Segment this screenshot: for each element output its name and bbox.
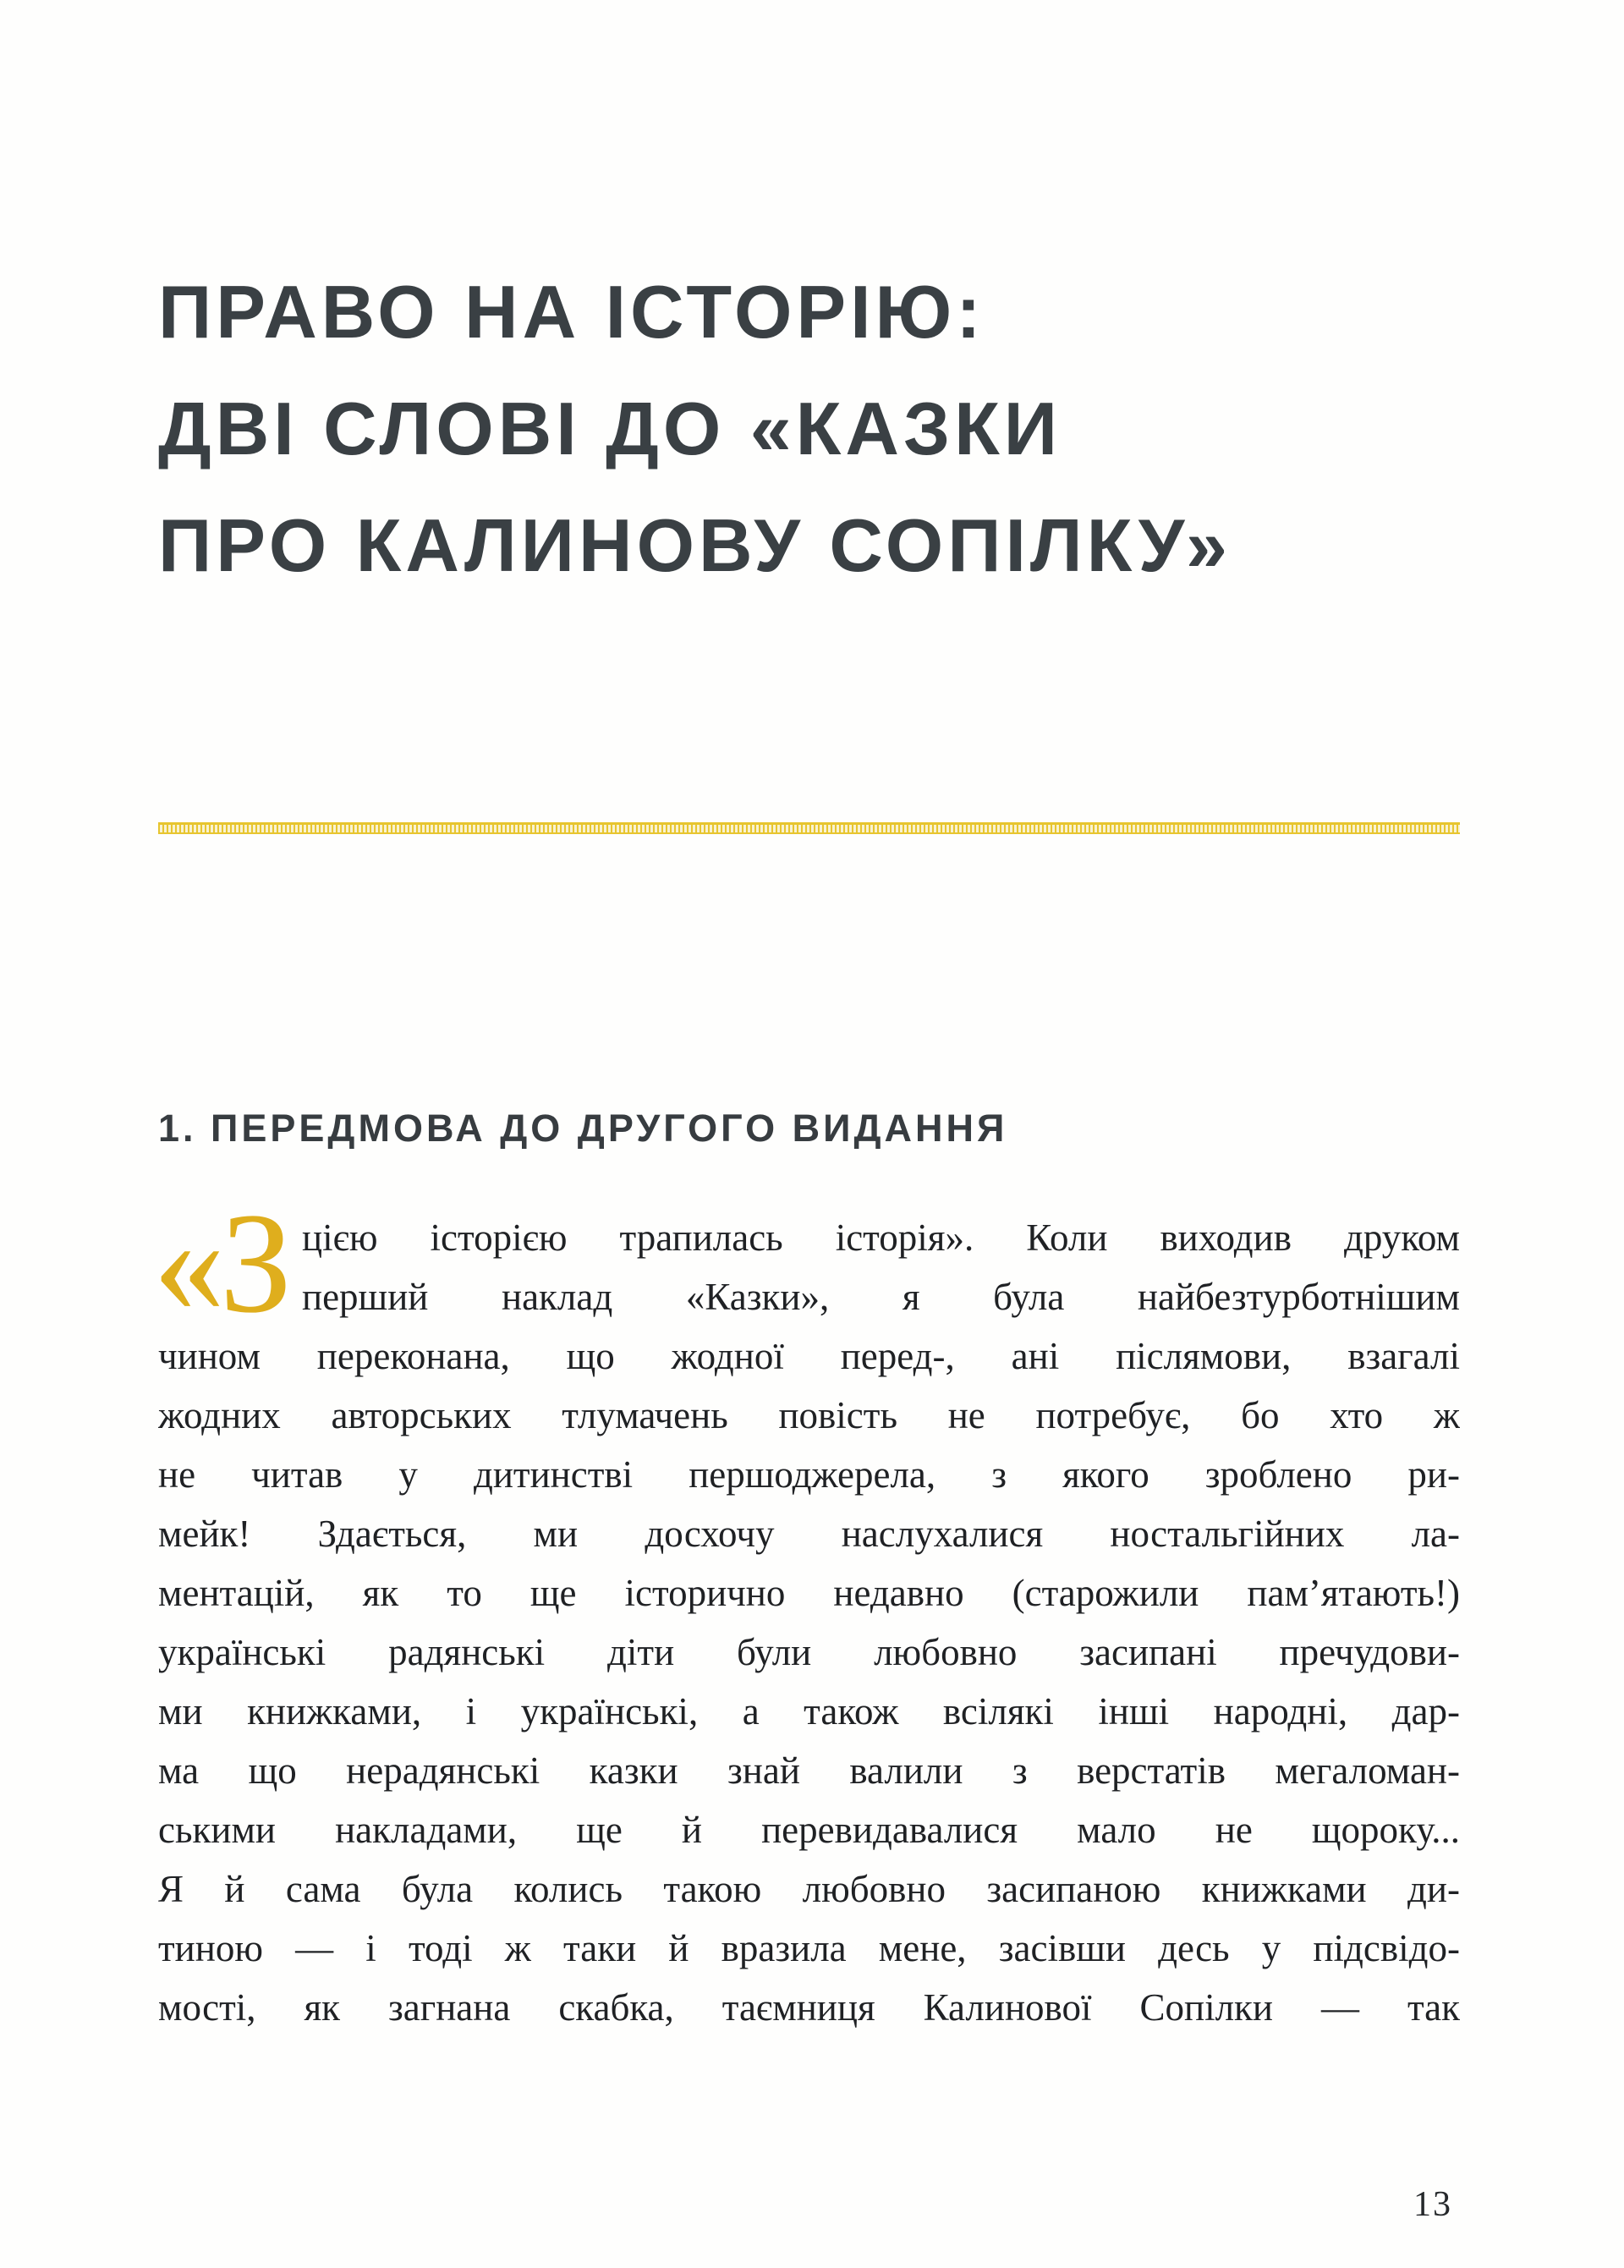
body-line: чином переконана, що жодної перед-, ані післямови, взагалі bbox=[158, 1335, 1460, 1377]
body-line: жодних авторських тлумачень повість не потребує, бо хто ж bbox=[158, 1394, 1460, 1436]
body-line: Я й сама була колись такою любовно засипаною книжками ди- bbox=[158, 1868, 1460, 1910]
decorative-divider bbox=[158, 822, 1460, 834]
section-heading: 1. ПЕРЕДМОВА ДО ДРУГОГО ВИДАННЯ bbox=[158, 1107, 1008, 1150]
body-line: тиною — і тоді ж таки й вразила мене, засівши десь у підсвідо- bbox=[158, 1927, 1460, 1969]
body-line: ськими накладами, ще й перевидавалися мало не щороку... bbox=[158, 1809, 1460, 1851]
chapter-title-line: ДВІ СЛОВІ ДО «КАЗКИ bbox=[158, 387, 1062, 470]
chapter-title-line: ПРО КАЛИНОВУ СОПІЛКУ» bbox=[158, 503, 1232, 587]
body-line: мейк! Здається, ми досхочу наслухалися ностальгійних ла- bbox=[158, 1513, 1460, 1555]
body-line: українські радянські діти були любовно засипані пречудови- bbox=[158, 1631, 1460, 1673]
page-number: 13 bbox=[1413, 2185, 1452, 2224]
chapter-title-line: ПРАВО НА ІСТОРІЮ: bbox=[158, 270, 985, 354]
body-paragraph bbox=[153, 1183, 1460, 2037]
body-line: перший наклад «Казки», я була найбезтурботнішим bbox=[302, 1276, 1460, 1318]
dropcap-letter: «З bbox=[153, 1183, 288, 1343]
chapter-title bbox=[158, 254, 1232, 604]
body-line: ментацій, як то ще історично недавно (старожили пам’ятають!) bbox=[158, 1572, 1460, 1614]
body-line: цією історією трапилась історія». Коли виходив друком bbox=[302, 1216, 1460, 1259]
body-line: мості, як загнана скабка, таємниця Калинової Сопілки — так bbox=[158, 1986, 1460, 2029]
body-line: не читав у дитинстві першоджерела, з якого зроблено ри- bbox=[158, 1453, 1460, 1496]
body-line: ма що нерадянські казки знай валили з верстатів мегаломан- bbox=[158, 1749, 1460, 1792]
body-line: ми книжками, і українські, а також всілякі інші народні, дар- bbox=[158, 1690, 1460, 1733]
